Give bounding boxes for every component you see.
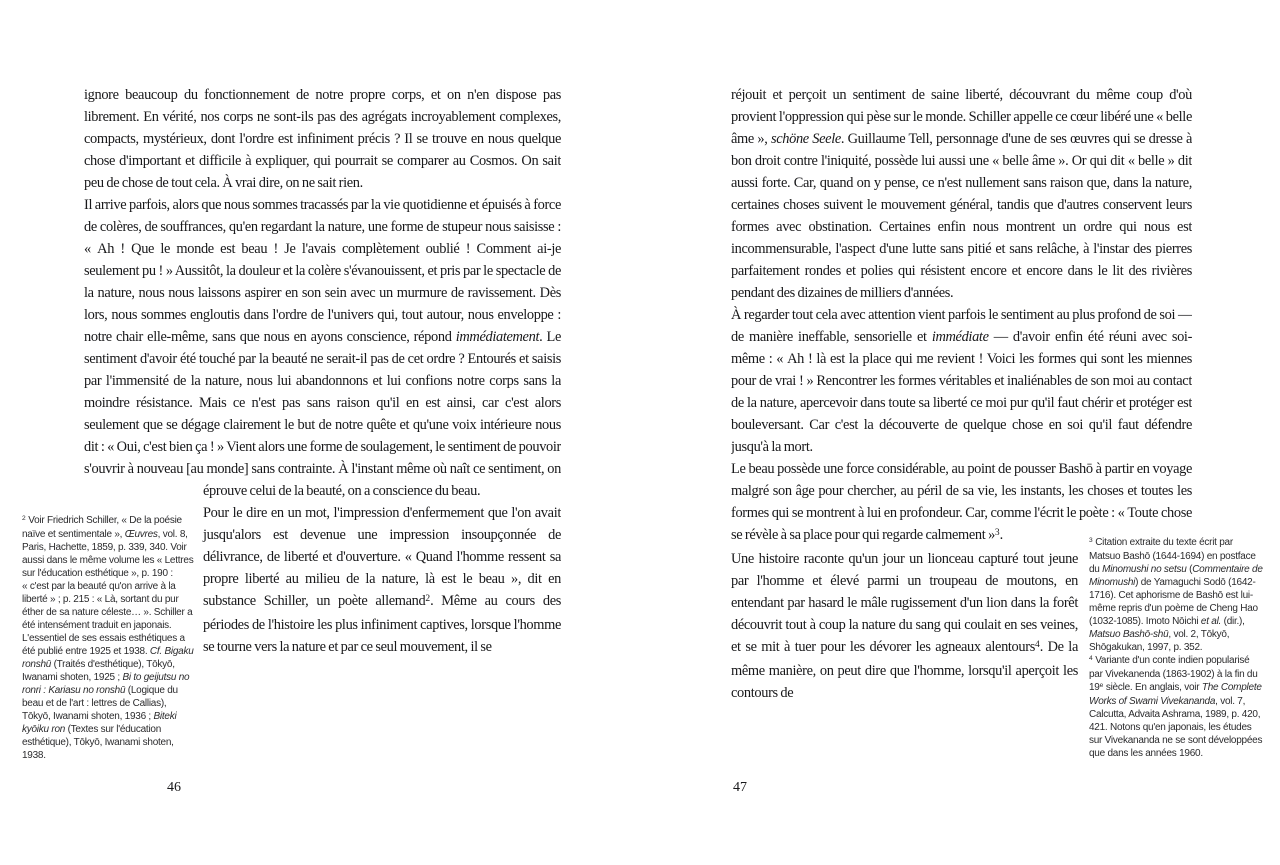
italic-text: Bi to geijutsu no ronri : Kariasu no ronshū — [22, 672, 190, 696]
right-page-number: 47 — [733, 780, 747, 795]
text-run: Il arrive parfois, alors que nous sommes tracassés par la vie quotidienne et épuisés à force de colères, de souffrances, qu'en regardant la nature, une forme de stupeur nous saisisse : « Ah ! Que le monde est beau ! Je l'avais complètement oublié ! Comment ai-je seulement pu ! » Aussitôt, la douleur et la colère s'évanouissent, et pris par le spectacle de la nature, nous nous laissons aspirer en son sein avec un murmure de ravissement. Dès lors, nous sommes engloutis dans l'ordre de l'univers qui, tout autour, nous enveloppe : notre chair elle-même, sans que nous en ayons conscience, répond — [84, 197, 561, 345]
italic-text: The Complete Works of Swami Vivekananda — [1089, 682, 1262, 707]
italic-text: Minomushi no setsu — [1102, 564, 1187, 575]
text-run: . Même au cours des périodes de l'histoire les plus infiniment captives, lorsque l'homme se tourne vers la nature et par ce seul mouvement, il se — [203, 593, 561, 655]
text-run: . Guillaume Tell, personnage d'une de ses œuvres qui se dresse à bon droit contre l'iniquité, possède lui aussi une « belle âme ». Or qui dit « belle » dit aussi forte. Car, quand on y pense, ce n'est nullement sans raison que, dans la nature, certaines choses suivent le mouvement général, tandis que d'autres conservent leurs formes avec obstination. Certaines enfin nous montrent un ordre qui nous est incommensurable, l'aspect d'une lutte sans pitié et sans relâche, à l'instar des pierres parfaitement rondes et polies qui résistent encore et encore dans le lit des rivières pendant des dizaines de milliers d'années. — [731, 131, 1192, 301]
right-margin-notes — [1089, 536, 1263, 760]
text-run: , vol. 2, Tōkyō, Shōgakukan, 1997, p. 352. — [1089, 629, 1230, 653]
paragraph — [84, 194, 561, 502]
text-run: (Textes sur l'éducation esthétique), Tōkyō, Iwanami shoten, 1938. — [22, 724, 174, 761]
text-run: Pour le dire en un mot, l'impression d'enfermement que l'on avait jusqu'alors est devenue une impression insoupçonnée de délivrance, de liberté et d'ouverture. « Quand l'homme ressent sa propre liberté au milieu de la nature, là est le beau », dit en substance Schiller, un poète allemand — [203, 505, 561, 609]
text-run: Citation extraite du texte écrit par Matsuo Bashō (1644-1694) en postface du — [1089, 537, 1256, 575]
superscript-marker: e — [1099, 682, 1104, 690]
italic-text: schöne Seele — [770, 131, 841, 147]
italic-text: et al. — [1200, 616, 1222, 627]
text-run: . — [999, 527, 1003, 543]
paragraph — [84, 84, 561, 194]
text-run: , vol. 8, Paris, Hachette, 1859, p. 339, 340. Voir aussi dans le même volume les « Lettres sur l'éducation esthétique », p. 190 : « c'est par la beauté qu'on arrive à la liberté » ; p. 215 : « Là, sortant du pur éther de sa nature céleste… ». Schiller a été intensément traduit en japonais. L'essentiel de ses essais esthétiques a été publié entre 1925 et 1938. — [22, 529, 194, 657]
paragraph — [731, 304, 1192, 458]
text-run: ) de Yamaguchi Sodō (1642-1716). Cet aphorisme de Bashō est lui-même repris d'un poème de Cheng Hao (1032-1085). Imoto Nōichi — [1089, 577, 1258, 627]
italic-text: Biteki kyōiku ron — [22, 711, 177, 735]
superscript-marker: 3 — [994, 527, 1000, 538]
text-run: , vol. 7, Calcutta, Advaita Ashrama, 1989, p. 420, 421. Notons qu'en japonais, les études sur Vivekananda ne se sont développées que dans les années 1960. — [1089, 696, 1263, 759]
superscript-marker: 2 — [425, 593, 431, 604]
superscript-marker: 4 — [1034, 639, 1040, 650]
text-run: (dir.), — [1221, 616, 1245, 627]
paragraph — [731, 84, 1192, 304]
superscript-marker: 4 — [1089, 655, 1093, 663]
text-run: siècle. En anglais, voir — [1103, 682, 1202, 693]
text-run: . Le sentiment d'avoir été touché par la beauté ne serait-il pas de cet ordre ? Entourés et saisis par l'immensité de la nature, nous lui abandonnons et lui confions notre corps sans la moindre résistance. Mais ce n'est pas sans raison qu'il en est ainsi, car c'est alors seulement que se dégage clairement le but de notre quête et qu'une voix intérieure nous dit : « Oui, c'est bien ça ! » Vient alors une forme de soulagement, le sentiment de pouvoir s'ouvrir à nouveau [au monde] sans contrainte. À l'instant même où naît ce sentiment, on éprouve celui de la beauté, on a conscience du beau. — [84, 329, 561, 499]
text-run: Une histoire raconte qu'un jour un lionceau capturé tout jeune par l'homme et élevé parmi un troupeau de moutons, en entendant par hasard le mâle rugissement d'un lion dans la forêt découvrit tout à coup la nature du sang qui coulait en ses veines, et se mit à tuer pour les dévorer les agneaux alentours — [731, 551, 1078, 655]
text-run: (Logique du beau et de l'art : lettres de Callias), Tōkyō, Iwanami shoten, 1936 ; — [22, 685, 178, 722]
left-margin-note — [22, 514, 195, 762]
text-run: Variante d'un conte indien popularisé par Vivekanenda (1863-1902) à la fin du 19 — [1089, 655, 1258, 693]
text-run: À regarder tout cela avec attention vient parfois le sentiment au plus profond de soi — de manière ineffable, sensorielle et — [731, 307, 1192, 345]
text-run: ignore beaucoup du fonctionnement de notre propre corps, et on n'en dispose pas librement. En vérité, nos corps ne sont-ils pas des agrégats incroyablement complexes, compacts, mystérieux, dont l'ordre est infiniment précis ? Il se trouve en nous quelque chose d'important et difficile à expliquer, qui pourrait se comparer au Cosmos. On sait peu de chose de tout cela. À vrai dire, on ne sait rien. — [84, 87, 561, 191]
text-run: . De la même manière, on peut dire que l'homme, lorsqu'il aperçoit les contours de — [731, 639, 1078, 701]
italic-text: Cf. Bigaku ronshū — [22, 646, 194, 670]
italic-text: Commentaire de Minomushi — [1089, 564, 1263, 588]
italic-text: immédiatement — [455, 329, 540, 345]
text-run: — d'avoir enfin été réuni avec soi-même : « Ah ! là est la place qui me revient ! Voici les formes qui sont les miennes pour de vrai ! » Rencontrer les formes véritables et inaliénables de son moi au contact de la nature, apercevoir dans toute sa liberté ce moi pur qu'il faut chérir et protéger est bouleversant. Car c'est la découverte de quelque chose en soi qu'il faut défendre jusqu'à la mort. — [731, 329, 1192, 455]
text-run: Le beau possède une force considérable, au point de pousser Bashō à partir en voyage malgré son âge pour chercher, au péril de sa vie, les instants, les choses et toutes les formes qui se montrent à lui en profondeur. Car, comme l'écrit le poète : « Toute chose se révèle à sa place pour qui regarde calmement » — [731, 461, 1192, 543]
italic-text: immédiate — [931, 329, 989, 345]
left-page-number: 46 — [167, 780, 181, 795]
paragraph — [1089, 536, 1263, 654]
text-run: ( — [1186, 564, 1193, 575]
paragraph — [22, 514, 195, 762]
italic-text: Œuvres — [124, 529, 158, 540]
text-run: Voir Friedrich Schiller, « De la poésie naïve et sentimentale », — [22, 515, 182, 540]
paragraph — [1089, 654, 1263, 760]
superscript-marker: 3 — [1089, 537, 1093, 545]
superscript-marker: 2 — [22, 515, 26, 523]
text-run: (Traités d'esthétique), Tōkyō, Iwanami shoten, 1925 ; — [22, 659, 175, 683]
italic-text: Matsuo Bashō-shū — [1089, 629, 1169, 640]
text-run: réjouit et perçoit un sentiment de saine liberté, découvrant du même coup d'où provient l'oppression qui pèse sur le monde. Schiller appelle ce cœur libéré une « belle âme », — [731, 87, 1192, 147]
